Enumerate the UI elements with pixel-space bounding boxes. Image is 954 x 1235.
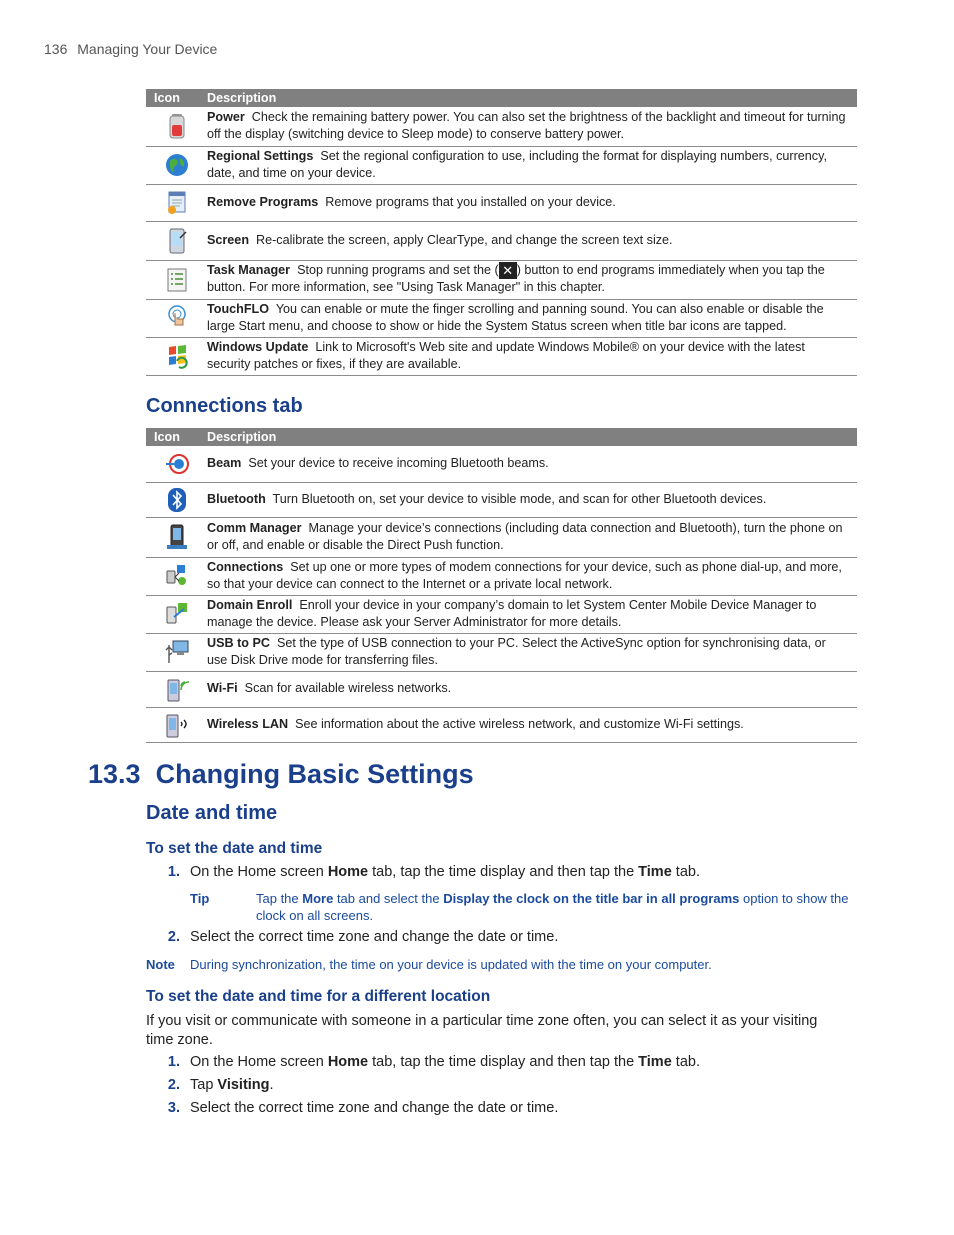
tip-text bbox=[256, 890, 857, 924]
row-text: Set the type of USB connection to your PC. Select the ActiveSync option for synchronising data, or use Disk Drive mode for transferring files. bbox=[207, 635, 826, 667]
step-text: tab, tap the time display and then tap the bbox=[368, 1054, 639, 1070]
row-text: Turn Bluetooth on, set your device to visible mode, and scan for other Bluetooth devices. bbox=[272, 491, 767, 506]
tip-label: Tip bbox=[190, 891, 210, 906]
row-text: Set your device to receive incoming Bluetooth beams. bbox=[248, 455, 549, 470]
row-title: Connections bbox=[207, 559, 284, 574]
table-row bbox=[146, 107, 857, 146]
step-bold: Time bbox=[638, 864, 672, 880]
domain-enroll-icon bbox=[165, 601, 189, 627]
col-description: Description bbox=[207, 89, 857, 107]
comm-manager-icon bbox=[165, 524, 189, 550]
row-title: Wireless LAN bbox=[207, 716, 289, 731]
tip-part: option to show the clock on all screens. bbox=[256, 891, 849, 923]
date-time-heading: Date and time bbox=[146, 802, 278, 824]
step-bold: Time bbox=[638, 1054, 672, 1070]
note-label: Note bbox=[146, 957, 175, 972]
globe-icon bbox=[165, 152, 189, 178]
page-header bbox=[44, 41, 223, 57]
remove-programs-icon bbox=[165, 190, 189, 216]
step-text: Select the correct time zone and change the date or time. bbox=[190, 929, 559, 945]
step-number: 1. bbox=[167, 1054, 180, 1070]
connections-table bbox=[146, 428, 857, 743]
list-item bbox=[146, 864, 700, 880]
tip-bold: More bbox=[302, 891, 334, 906]
row-title: Comm Manager bbox=[207, 520, 302, 535]
row-text: You can enable or mute the finger scrolling and panning sound. You can also enable or disable the large Start menu, and choose to show or hide the System Status screen when title bar icons are tapped. bbox=[207, 301, 824, 333]
list-item bbox=[146, 929, 558, 945]
list-item bbox=[146, 1100, 558, 1116]
step-text: tab. bbox=[671, 1054, 700, 1070]
row-text: Set up one or more types of modem connections for your device, such as phone dial-up, and more, so that your device can connect to the Internet or a private local network. bbox=[207, 559, 842, 591]
list-item bbox=[146, 1054, 700, 1070]
usb-to-pc-icon bbox=[165, 639, 189, 665]
table-row bbox=[146, 517, 857, 557]
step-number: 2. bbox=[167, 929, 180, 945]
chapter-title: Managing Your Device bbox=[77, 41, 218, 57]
table-row bbox=[146, 221, 857, 260]
battery-icon bbox=[165, 113, 189, 139]
row-text: Scan for available wireless networks. bbox=[244, 681, 452, 695]
step-text: On the Home screen bbox=[190, 1054, 328, 1070]
proc-heading: To set the date and time for a different location bbox=[146, 988, 491, 1005]
step-text: On the Home screen bbox=[190, 864, 328, 880]
col-description: Description bbox=[207, 428, 857, 446]
task-manager-icon bbox=[165, 267, 189, 293]
step-text: Tap bbox=[190, 1077, 218, 1093]
tip-part: tab and select the bbox=[333, 891, 444, 906]
row-title: Task Manager bbox=[207, 262, 291, 277]
row-title: Windows Update bbox=[207, 339, 309, 354]
table-row bbox=[146, 446, 857, 482]
wifi-icon bbox=[165, 676, 189, 702]
row-text: See information about the active wireless network, and customize Wi-Fi settings. bbox=[295, 716, 744, 731]
section-number: 13.3 bbox=[88, 759, 141, 789]
row-title: USB to PC bbox=[207, 635, 270, 650]
table-row bbox=[146, 337, 857, 375]
row-text: Set the regional configuration to use, including the format for displaying numbers, currency, date, and time on your device. bbox=[207, 148, 827, 180]
connections-heading: Connections tab bbox=[146, 395, 303, 417]
step-bold: Home bbox=[327, 864, 369, 880]
row-text: Check the remaining battery power. You can also set the brightness of the backlight and timeout for turning off the display (switching device to Sleep mode) to conserve battery power. bbox=[207, 109, 846, 141]
row-title: Bluetooth bbox=[207, 491, 266, 506]
table-row bbox=[146, 146, 857, 184]
tip-bold: Display the clock on the title bar in all programs bbox=[443, 891, 740, 906]
system-settings-table bbox=[146, 89, 857, 376]
section-name: Changing Basic Settings bbox=[155, 759, 474, 789]
table-row bbox=[146, 671, 857, 707]
connections-icon bbox=[165, 563, 189, 589]
row-text: Manage your device’s connections (including data connection and Bluetooth), turn the phone on or off, and enable or disable the Direct Push function. bbox=[207, 520, 843, 552]
row-text-after: ) button to end programs immediately when you tap the button. For more information, see "Using Task Manager" in this chapter. bbox=[207, 262, 825, 295]
step-number: 2. bbox=[167, 1077, 180, 1093]
step-text: tab. bbox=[671, 864, 700, 880]
step-text: tab, tap the time display and then tap the bbox=[368, 864, 639, 880]
table-header bbox=[146, 89, 857, 107]
row-text: Remove programs that you installed on your device. bbox=[325, 194, 616, 209]
step-bold: Home bbox=[327, 1054, 369, 1070]
intro-paragraph: If you visit or communicate with someone in a particular time zone often, you can select it as your visiting time zone. bbox=[146, 1013, 818, 1048]
tip-box bbox=[190, 890, 857, 924]
proc-heading: To set the date and time bbox=[146, 840, 323, 857]
step-number: 3. bbox=[167, 1100, 180, 1116]
close-icon: ✕ bbox=[499, 262, 517, 279]
list-item bbox=[146, 1077, 274, 1093]
table-row bbox=[146, 557, 857, 595]
page-number: 136 bbox=[44, 41, 68, 57]
table-header bbox=[146, 428, 857, 446]
row-text: Re-calibrate the screen, apply ClearType, and change the screen text size. bbox=[256, 232, 673, 247]
row-text: Link to Microsoft's Web site and update Windows Mobile® on your device with the latest security patches or fixes, if they are available. bbox=[207, 339, 805, 371]
screen-icon bbox=[165, 228, 189, 254]
table-row bbox=[146, 482, 857, 517]
note-box bbox=[146, 956, 857, 973]
step-bold: Visiting bbox=[217, 1077, 270, 1093]
table-row bbox=[146, 633, 857, 671]
wireless-lan-icon bbox=[165, 712, 189, 738]
step-number: 1. bbox=[167, 864, 180, 880]
tip-part: Tap the bbox=[256, 891, 303, 906]
table-row bbox=[146, 299, 857, 337]
table-row bbox=[146, 184, 857, 221]
step-text: Select the correct time zone and change the date or time. bbox=[190, 1100, 559, 1116]
table-row bbox=[146, 595, 857, 633]
row-title: Wi-Fi bbox=[207, 681, 238, 695]
step-text: . bbox=[269, 1077, 274, 1093]
beam-icon bbox=[165, 451, 189, 477]
note-text: During synchronization, the time on your device is updated with the time on your computer. bbox=[190, 957, 712, 972]
section-title bbox=[88, 759, 474, 790]
row-title: TouchFLO bbox=[207, 301, 270, 316]
row-text-before: Stop running programs and set the ( bbox=[297, 262, 499, 277]
table-row bbox=[146, 260, 857, 299]
row-title: Domain Enroll bbox=[207, 597, 293, 612]
row-title: Remove Programs bbox=[207, 194, 319, 209]
table-row bbox=[146, 707, 857, 742]
windows-update-icon bbox=[165, 343, 189, 369]
row-text: Enroll your device in your company’s domain to let System Center Mobile Device Manager to manage the device. Please ask your Server Administrator for more details. bbox=[207, 597, 817, 629]
row-title: Regional Settings bbox=[207, 148, 314, 163]
col-icon: Icon bbox=[146, 89, 207, 107]
row-title: Power bbox=[207, 109, 245, 124]
row-title: Screen bbox=[207, 232, 250, 247]
touchflo-icon bbox=[165, 305, 189, 331]
row-title: Beam bbox=[207, 455, 242, 470]
col-icon: Icon bbox=[146, 428, 207, 446]
bluetooth-icon bbox=[165, 487, 189, 513]
